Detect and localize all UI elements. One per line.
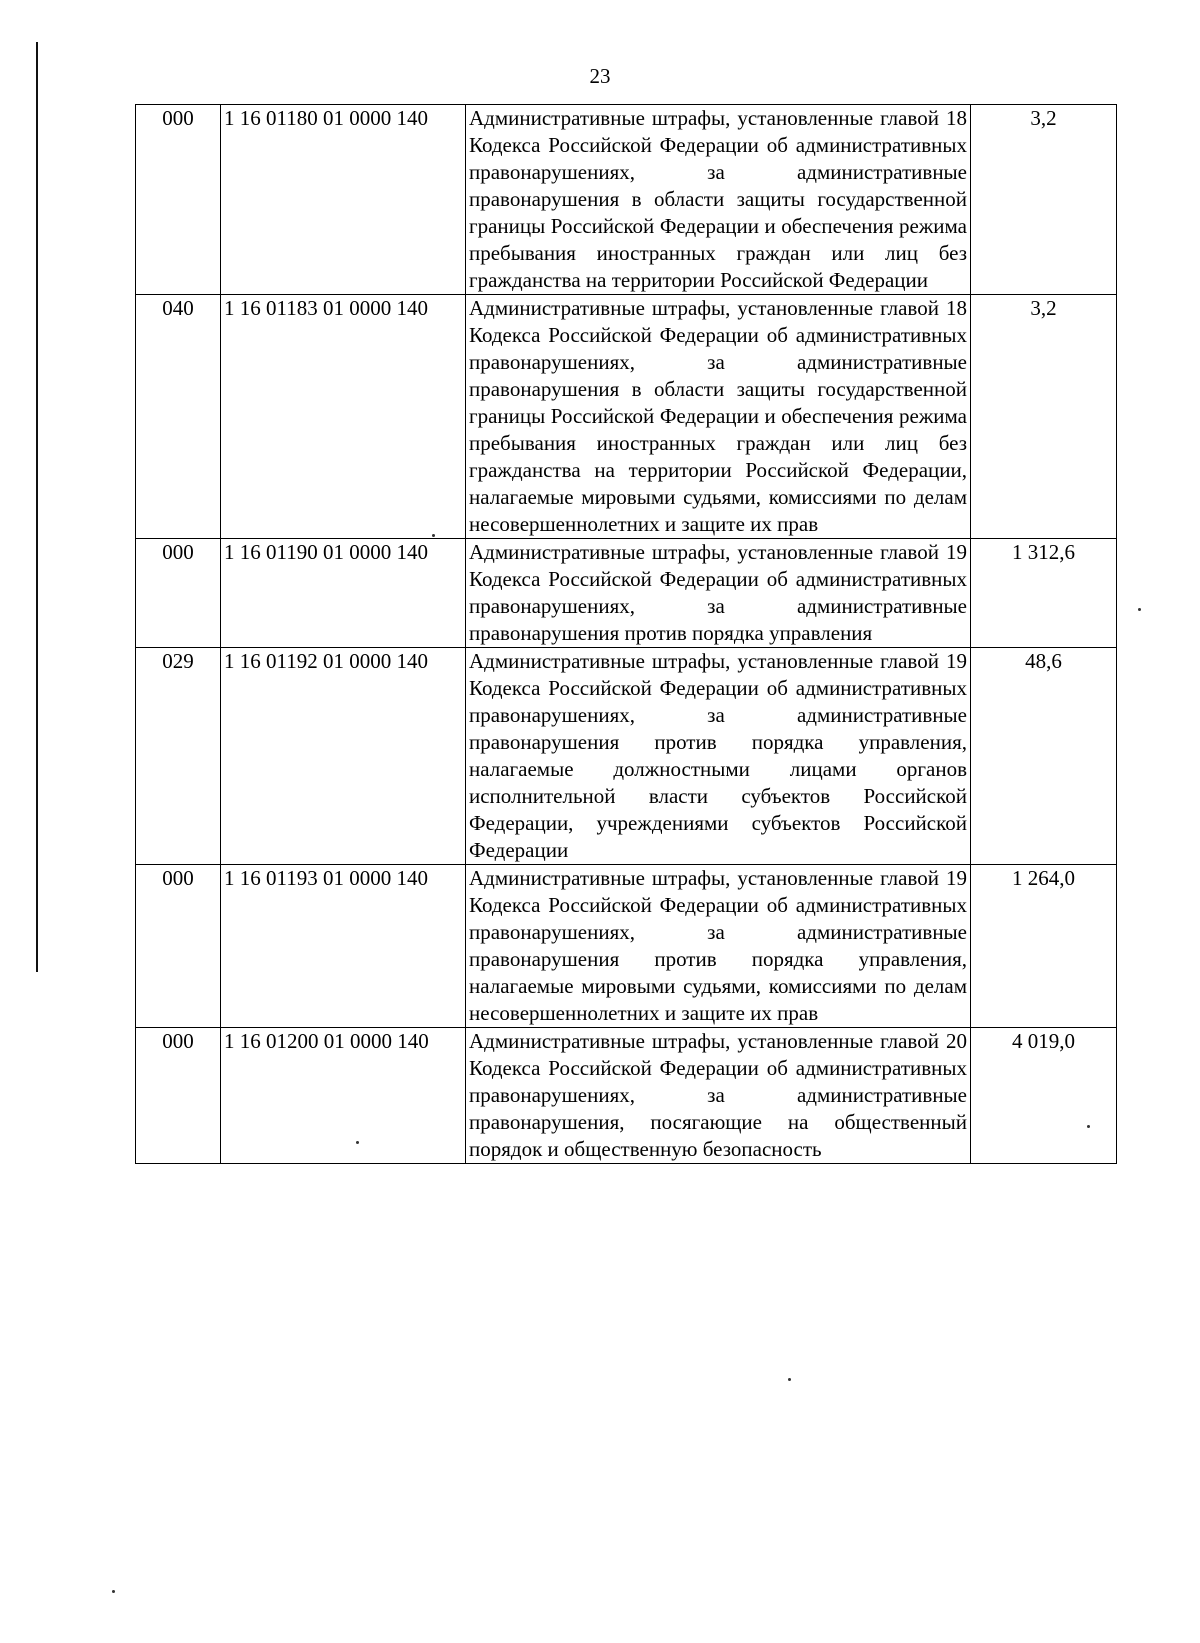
- table-row: [136, 1028, 1117, 1164]
- amount-cell: 48,6: [971, 648, 1117, 865]
- admin-code-cell: 000: [136, 1028, 221, 1164]
- amount-cell: 4 019,0: [971, 1028, 1117, 1164]
- kbk-code-cell: 1 16 01193 01 0000 140: [221, 865, 466, 1028]
- kbk-code-cell: 1 16 01180 01 0000 140: [221, 105, 466, 295]
- description-cell: Административные штрафы, установленные главой 20 Кодекса Российской Федерации об административных правонарушениях, за административные правонарушения, посягающие на общественный порядок и общественную безопасность: [466, 1028, 971, 1164]
- amount-cell: 1 312,6: [971, 539, 1117, 648]
- admin-code-cell: 029: [136, 648, 221, 865]
- table-row: [136, 648, 1117, 865]
- kbk-code-cell: 1 16 01192 01 0000 140: [221, 648, 466, 865]
- description-cell: Административные штрафы, установленные главой 19 Кодекса Российской Федерации об административных правонарушениях, за административные правонарушения против порядка управления, налагаемые мировыми судьями, комиссиями по делам несовершеннолетних и защите их прав: [466, 865, 971, 1028]
- description-cell: Административные штрафы, установленные главой 18 Кодекса Российской Федерации об административных правонарушениях, за административные правонарушения в области защиты государственной границы Российской Федерации и обеспечения режима пребывания иностранных граждан или лиц без гражданства на территории Российской Федерации, налагаемые мировыми судьями, комиссиями по делам несовершеннолетних и защите их прав: [466, 295, 971, 539]
- kbk-code-cell: 1 16 01200 01 0000 140: [221, 1028, 466, 1164]
- amount-cell: 1 264,0: [971, 865, 1117, 1028]
- description-cell: Административные штрафы, установленные главой 19 Кодекса Российской Федерации об административных правонарушениях, за административные правонарушения против порядка управления: [466, 539, 971, 648]
- admin-code-cell: 000: [136, 539, 221, 648]
- description-cell: Административные штрафы, установленные главой 18 Кодекса Российской Федерации об административных правонарушениях, за административные правонарушения в области защиты государственной границы Российской Федерации и обеспечения режима пребывания иностранных граждан или лиц без гражданства на территории Российской Федерации: [466, 105, 971, 295]
- scan-speck: [788, 1378, 791, 1381]
- page-number: 23: [589, 64, 611, 88]
- kbk-code-cell: 1 16 01190 01 0000 140: [221, 539, 466, 648]
- table-row: [136, 539, 1117, 648]
- scan-speck: [432, 534, 435, 537]
- admin-code-cell: 000: [136, 105, 221, 295]
- scan-speck: [1087, 1125, 1090, 1128]
- admin-code-cell: 040: [136, 295, 221, 539]
- scan-speck: [1138, 608, 1141, 611]
- table-row: [136, 105, 1117, 295]
- description-cell: Административные штрафы, установленные главой 19 Кодекса Российской Федерации об административных правонарушениях, за административные правонарушения против порядка управления, налагаемые должностными лицами органов исполнительной власти субъектов Российской Федерации, учреждениями субъектов Российской Федерации: [466, 648, 971, 865]
- margin-line: [36, 42, 38, 972]
- revenue-table: [135, 104, 1117, 1164]
- admin-code-cell: 000: [136, 865, 221, 1028]
- table-row: [136, 295, 1117, 539]
- amount-cell: 3,2: [971, 295, 1117, 539]
- scan-speck: [356, 1141, 359, 1144]
- table-row: [136, 865, 1117, 1028]
- scan-speck: [112, 1590, 115, 1593]
- amount-cell: 3,2: [971, 105, 1117, 295]
- kbk-code-cell: 1 16 01183 01 0000 140: [221, 295, 466, 539]
